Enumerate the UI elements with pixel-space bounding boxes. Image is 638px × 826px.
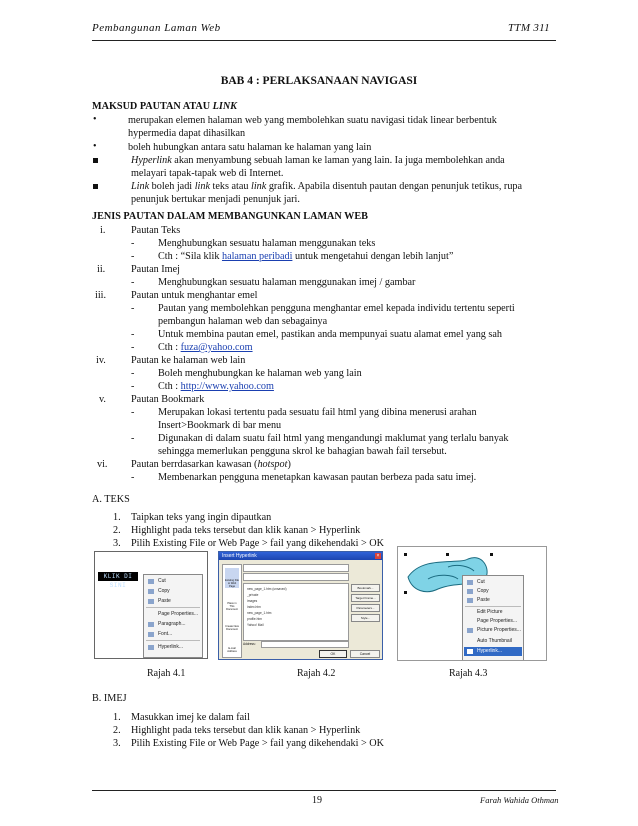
- font-icon: [148, 632, 154, 637]
- step-number: 1.: [113, 712, 121, 723]
- file-list[interactable]: [243, 583, 349, 641]
- dash: -: [131, 329, 135, 340]
- item-title-pautan-web: Pautan ke halaman web lain: [131, 355, 246, 366]
- item-example: Cth : http://www.yahoo.com: [158, 381, 274, 392]
- item-title-pautan-kawasan: Pautan berrdasarkan kawasan (hotspot): [131, 459, 291, 470]
- dash: -: [131, 251, 135, 262]
- dash: -: [131, 381, 135, 392]
- section-heading-jenis: JENIS PAUTAN DALAM MEMBANGUNKAN LAMAN WEB: [92, 211, 368, 222]
- file-item[interactable]: new_page_1.htm: [247, 611, 272, 615]
- menu-item-copy[interactable]: Copy: [158, 588, 170, 594]
- paragraph-icon: [148, 622, 154, 627]
- maksud-bullet-4-line-1: Link boleh jadi link teks atau link grafik. Apabila disentuh pautan dengan penunjuk tetikus, rupa: [131, 181, 523, 192]
- sidebar-item-email-address[interactable]: E-mail Address: [227, 647, 237, 653]
- maksud-bullet-3-line-1: Hyperlink akan menyambung sebuah laman ke laman yang lain. Ia juga membolehkan anda: [131, 155, 505, 166]
- footer-rule: [92, 790, 556, 791]
- copy-icon: [467, 589, 473, 594]
- sidebar-item-create-new-document[interactable]: Create New Document: [225, 625, 239, 631]
- file-item[interactable]: new_page_1.htm (unsaved): [247, 587, 287, 591]
- menu-divider: [146, 640, 200, 641]
- bookmark-button[interactable]: Bookmark...: [351, 584, 380, 592]
- imej-step-2: Highlight pada teks tersebut dan klik kanan > Hyperlink: [131, 725, 361, 736]
- figure-4-2: [218, 551, 383, 660]
- teks-step-3: Pilih Existing File or Web Page > fail yang dikehendaki > OK: [131, 538, 384, 549]
- sidebar-item-existing-file[interactable]: Existing File or Web Page: [225, 568, 239, 588]
- cut-icon: [467, 580, 473, 585]
- teks-step-2: Highlight pada teks tersebut dan klik kanan > Hyperlink: [131, 525, 361, 536]
- menu-item-picture-properties[interactable]: Picture Properties...: [477, 627, 521, 633]
- maksud-bullet-1-line-1: merupakan elemen halaman web yang membolehkan suatu navigasi tidak linear berbentuk: [128, 115, 497, 126]
- email-link[interactable]: fuza@yahoo.com: [180, 342, 253, 353]
- look-in-field[interactable]: [243, 573, 349, 581]
- figure-4-3: [397, 546, 547, 661]
- section-heading-teks: A. TEKS: [92, 494, 130, 505]
- step-number: 1.: [113, 512, 121, 523]
- figure-4-1: [94, 551, 208, 659]
- list-number: i.: [100, 225, 106, 236]
- item-example: Cth : fuza@yahoo.com: [158, 342, 253, 353]
- dialog-titlebar: [219, 552, 382, 560]
- bullet-square: [93, 158, 98, 163]
- item-desc: Pautan yang membolehkan pengguna menghantar emel kepada individu tertentu seperti: [158, 303, 515, 314]
- item-title-pautan-emel: Pautan untuk menghantar emel: [131, 290, 258, 301]
- item-desc: Merupakan lokasi tertentu pada sesuatu fail html yang dibina menerusi arahan: [158, 407, 477, 418]
- menu-item-paste[interactable]: Paste: [477, 597, 490, 603]
- copy-icon: [148, 589, 154, 594]
- dialog-title: Insert Hyperlink: [222, 553, 257, 559]
- item-desc: pembangun halaman web dan sebagainya: [158, 316, 328, 327]
- list-number: iii.: [95, 290, 107, 301]
- list-number: vi.: [97, 459, 108, 470]
- close-icon[interactable]: ×: [376, 553, 380, 559]
- chapter-title: BAB 4 : PERLAKSANAAN NAVIGASI: [220, 75, 418, 87]
- paste-icon: [148, 599, 154, 604]
- menu-item-paragraph[interactable]: Paragraph...: [158, 621, 186, 627]
- item-desc: Boleh menghubungkan ke halaman web yang lain: [158, 368, 362, 379]
- item-desc: Digunakan di dalam suatu fail html yang mengandungi maklumat yang terlalu banyak: [158, 433, 509, 444]
- ok-button[interactable]: OK: [319, 650, 347, 658]
- list-number: v.: [99, 394, 106, 405]
- file-item[interactable]: images: [247, 599, 258, 603]
- item-desc: Menghubungkan sesuatu halaman menggunakan teks: [158, 238, 376, 249]
- link-to-sidebar: [222, 564, 242, 658]
- item-desc: Membenarkan pengguna menetapkan kawasan pautan berbeza pada satu imej.: [158, 472, 477, 483]
- teks-step-1: Taipkan teks yang ingin dipautkan: [131, 512, 272, 523]
- item-desc: Menghubungkan sesuatu halaman menggunakan imej / gambar: [158, 277, 416, 288]
- menu-divider: [465, 606, 521, 607]
- menu-item-font[interactable]: Font...: [158, 631, 173, 637]
- bullet-dot: •: [93, 114, 97, 125]
- menu-item-hyperlink[interactable]: Hyperlink...: [477, 648, 503, 654]
- file-item[interactable]: index.htm: [247, 605, 261, 609]
- item-desc: Insert>Bookmark di bar menu: [158, 420, 282, 431]
- paste-icon: [467, 598, 473, 603]
- menu-item-auto-thumbnail[interactable]: Auto Thumbnail: [477, 638, 512, 644]
- item-desc: Untuk membina pautan emel, pastikan anda mempunyai suatu alamat emel yang sah: [158, 329, 503, 340]
- list-number: ii.: [97, 264, 106, 275]
- item-title-pautan-teks: Pautan Teks: [131, 225, 181, 236]
- menu-item-hyperlink[interactable]: Hyperlink...: [158, 644, 184, 650]
- maksud-bullet-4-line-2: penunjuk bertukar menjadi penunjuk jari.: [131, 194, 300, 205]
- step-number: 3.: [113, 738, 121, 749]
- menu-item-page-properties[interactable]: Page Properties...: [158, 611, 199, 617]
- dash: -: [131, 238, 135, 249]
- target-frame-button[interactable]: Target Frame...: [351, 594, 380, 602]
- caption-rajah-4-3: Rajah 4.3: [449, 668, 488, 679]
- selected-text-highlight: KLIK DI SINI: [98, 572, 138, 581]
- cancel-button[interactable]: Cancel: [350, 650, 380, 658]
- context-menu: [143, 574, 203, 658]
- bullet-square: [93, 184, 98, 189]
- step-number: 2.: [113, 725, 121, 736]
- menu-item-edit-picture[interactable]: Edit Picture: [477, 609, 503, 615]
- style-button[interactable]: Style...: [351, 614, 380, 622]
- cut-icon: [148, 579, 154, 584]
- step-number: 3.: [113, 538, 121, 549]
- picture-icon: [467, 628, 473, 633]
- dash: -: [131, 342, 135, 353]
- menu-divider: [146, 607, 200, 608]
- file-item[interactable]: Yahoo! Mail: [247, 623, 264, 627]
- file-item[interactable]: _private: [247, 593, 259, 597]
- header-rule: [92, 40, 556, 41]
- bullet-dot: •: [93, 141, 97, 152]
- footer-author: Farah Wahida Othman: [480, 795, 559, 805]
- maksud-bullet-3-line-2: melayari tapak-tapak web di Internet.: [131, 168, 284, 179]
- item-title-pautan-imej: Pautan Imej: [131, 264, 180, 275]
- text-to-display-field[interactable]: [243, 564, 349, 572]
- hyperlink-icon: [467, 649, 473, 654]
- address-label: Address:: [243, 642, 256, 646]
- list-number: iv.: [96, 355, 106, 366]
- file-item[interactable]: profile.htm: [247, 617, 262, 621]
- dash: -: [131, 303, 135, 314]
- imej-step-3: Pilih Existing File or Web Page > fail yang dikehendaki > OK: [131, 738, 384, 749]
- step-number: 2.: [113, 525, 121, 536]
- halaman-peribadi-link[interactable]: halaman peribadi: [221, 251, 293, 262]
- header-course-title: Pembangunan Laman Web: [92, 22, 221, 34]
- section-heading-maksud: MAKSUD PAUTAN ATAU LINK: [92, 101, 237, 112]
- hyperlink-icon: [148, 645, 154, 650]
- menu-item-copy[interactable]: Copy: [477, 588, 489, 594]
- item-desc: sehingga memerlukan pengguna skrol ke bahagian bawah fail tersebut.: [158, 446, 447, 457]
- item-title-pautan-bookmark: Pautan Bookmark: [131, 394, 205, 405]
- maksud-bullet-2: boleh hubungkan antara satu halaman ke halaman yang lain: [128, 142, 372, 153]
- dialog-body: [219, 560, 382, 659]
- address-input[interactable]: [261, 641, 349, 648]
- imej-step-1: Masukkan imej ke dalam fail: [131, 712, 250, 723]
- menu-item-page-properties[interactable]: Page Properties...: [477, 618, 518, 624]
- caption-rajah-4-2: Rajah 4.2: [297, 668, 336, 679]
- menu-item-cut[interactable]: Cut: [158, 578, 166, 584]
- caption-rajah-4-1: Rajah 4.1: [147, 668, 186, 679]
- maksud-bullet-1-line-2: hypermedia dapat dihasilkan: [128, 128, 246, 139]
- menu-item-cut[interactable]: Cut: [477, 579, 485, 585]
- context-menu: [462, 575, 524, 661]
- header-course-code: TTM 311: [508, 22, 550, 34]
- menu-item-paste[interactable]: Paste: [158, 598, 171, 604]
- dash: -: [131, 433, 135, 444]
- parameters-button[interactable]: Parameters...: [351, 604, 380, 612]
- yahoo-url-link[interactable]: http://www.yahoo.com: [180, 381, 274, 392]
- item-example: Cth : “Sila klik halaman peribadi untuk mengetahui dengan lebih lanjut”: [158, 251, 454, 262]
- page-number: 19: [312, 795, 322, 806]
- dash: -: [131, 472, 135, 483]
- sidebar-item-place-in-document[interactable]: Place in This Document: [226, 602, 238, 611]
- dash: -: [131, 368, 135, 379]
- file-list-items: [247, 586, 287, 628]
- section-heading-imej: B. IMEJ: [92, 693, 127, 704]
- dash: -: [131, 277, 135, 288]
- dash: -: [131, 407, 135, 418]
